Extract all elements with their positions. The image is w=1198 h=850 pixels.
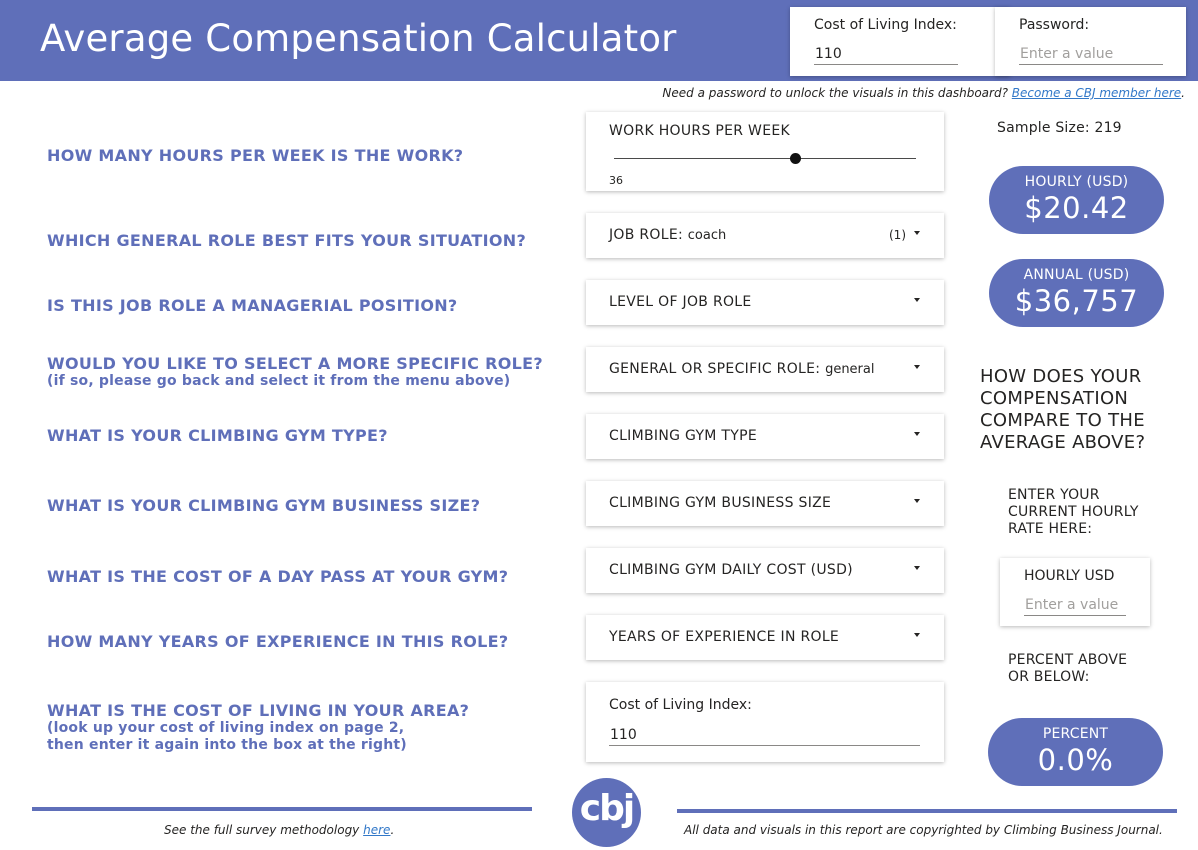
hourly-average-card — [989, 166, 1164, 234]
footer-divider-right — [677, 809, 1177, 813]
cost-of-living-input[interactable] — [814, 43, 958, 65]
question-managerial: IS THIS JOB ROLE A MANAGERIAL POSITION? — [47, 296, 458, 315]
chevron-down-icon[interactable] — [914, 566, 920, 570]
level-of-job-role-dropdown[interactable] — [586, 280, 944, 325]
percent-note: PERCENT ABOVE OR BELOW: — [1008, 652, 1128, 685]
hourly-usd-label: HOURLY USD — [1024, 568, 1115, 584]
page-title: Average Compensation Calculator — [40, 17, 677, 60]
question-gym-type: WHAT IS YOUR CLIMBING GYM TYPE? — [47, 426, 388, 445]
annual-average-value: $36,757 — [1014, 284, 1139, 318]
question-specific-role-sub: (if so, please go back and select it from the menu above) — [47, 373, 511, 389]
percent-value: 0.0% — [1037, 743, 1114, 777]
hourly-usd-card — [1000, 558, 1150, 626]
sample-size-value: 219 — [1094, 120, 1122, 136]
gym-business-size-dropdown[interactable] — [586, 481, 944, 526]
work-hours-slicer — [586, 112, 944, 191]
work-hours-value: 36 — [609, 174, 623, 187]
job-role-value: coach — [687, 228, 727, 243]
annual-average-card — [989, 259, 1164, 327]
gym-business-size-label: CLIMBING GYM BUSINESS SIZE — [609, 495, 832, 511]
job-role-count: (1) — [889, 228, 906, 242]
chevron-down-icon[interactable] — [914, 432, 920, 436]
general-or-specific-value: general — [825, 362, 875, 377]
unlock-text: Need a password to unlock the visuals in this dashboard? — [662, 86, 1008, 100]
work-hours-slider-track[interactable] — [614, 158, 916, 159]
work-hours-label: WORK HOURS PER WEEK — [609, 123, 790, 139]
password-input[interactable] — [1019, 43, 1163, 65]
methodology-link[interactable]: here — [363, 823, 391, 837]
gym-daily-cost-dropdown[interactable] — [586, 548, 944, 593]
cost-of-living-card-input[interactable] — [609, 724, 920, 746]
question-hours: HOW MANY HOURS PER WEEK IS THE WORK? — [47, 146, 464, 165]
level-of-job-role-label: LEVEL OF JOB ROLE — [609, 294, 752, 310]
years-experience-dropdown[interactable] — [586, 615, 944, 660]
chevron-down-icon[interactable] — [914, 633, 920, 637]
question-cost-of-living: WHAT IS THE COST OF LIVING IN YOUR AREA? (look up your cost of living index on page 2, then enter it again into the box at the right) — [47, 701, 470, 753]
cost-of-living-card — [586, 682, 944, 762]
question-specific-role: WOULD YOU LIKE TO SELECT A MORE SPECIFIC ROLE? (if so, please go back and select it from the menu above) — [47, 354, 543, 389]
cost-of-living-card-label: Cost of Living Index: — [609, 697, 752, 713]
percent-label: PERCENT — [1042, 726, 1109, 742]
cost-of-living-label: Cost of Living Index: — [814, 17, 957, 33]
enter-hourly-note: ENTER YOUR CURRENT HOURLY RATE HERE: — [1008, 487, 1139, 537]
become-member-link[interactable]: Become a CBJ member here — [1011, 86, 1182, 100]
chevron-down-icon[interactable] — [914, 499, 920, 503]
methodology-note: See the full survey methodology here. — [164, 823, 395, 837]
cbj-logo-text: cbj — [579, 788, 634, 829]
question-col-sub-1: (look up your cost of living index on page 2, — [47, 720, 405, 736]
cost-of-living-header-card — [790, 7, 1010, 76]
gym-daily-cost-label: CLIMBING GYM DAILY COST (USD) — [609, 562, 853, 578]
work-hours-slider-handle[interactable] — [790, 153, 801, 164]
question-role: WHICH GENERAL ROLE BEST FITS YOUR SITUATION? — [47, 231, 527, 250]
percent-card — [988, 718, 1163, 786]
hourly-average-label: HOURLY (USD) — [1024, 174, 1129, 190]
chevron-down-icon[interactable] — [914, 365, 920, 369]
password-label: Password: — [1019, 17, 1090, 33]
general-or-specific-label: GENERAL OR SPECIFIC ROLE: — [609, 361, 821, 377]
sample-size — [997, 120, 1122, 136]
years-experience-label: YEARS OF EXPERIENCE IN ROLE — [609, 629, 840, 645]
cbj-logo — [572, 778, 641, 847]
password-card — [995, 7, 1186, 76]
gym-type-label: CLIMBING GYM TYPE — [609, 428, 758, 444]
hourly-average-value: $20.42 — [1024, 191, 1129, 225]
question-gym-size: WHAT IS YOUR CLIMBING GYM BUSINESS SIZE? — [47, 496, 481, 515]
general-or-specific-role-dropdown[interactable] — [586, 347, 944, 392]
compare-heading: HOW DOES YOUR COMPENSATION COMPARE TO THE AVERAGE ABOVE? — [980, 366, 1146, 453]
question-day-pass: WHAT IS THE COST OF A DAY PASS AT YOUR GYM? — [47, 567, 509, 586]
chevron-down-icon[interactable] — [914, 298, 920, 302]
job-role-dropdown[interactable] — [586, 213, 944, 258]
question-experience: HOW MANY YEARS OF EXPERIENCE IN THIS ROLE? — [47, 632, 509, 651]
chevron-down-icon[interactable] — [914, 231, 920, 235]
annual-average-label: ANNUAL (USD) — [1023, 267, 1130, 283]
hourly-usd-input[interactable] — [1024, 594, 1126, 616]
gym-type-dropdown[interactable] — [586, 414, 944, 459]
question-col-sub-2: then enter it again into the box at the right) — [47, 737, 407, 753]
unlock-note: Need a password to unlock the visuals in this dashboard? Become a CBJ member here. — [662, 86, 1185, 100]
footer-divider-left — [32, 807, 532, 811]
job-role-label: JOB ROLE: — [609, 227, 684, 243]
sample-size-label: Sample Size: — [997, 120, 1090, 136]
copyright-note: All data and visuals in this report are copyrighted by Climbing Business Journal. — [684, 823, 1163, 837]
